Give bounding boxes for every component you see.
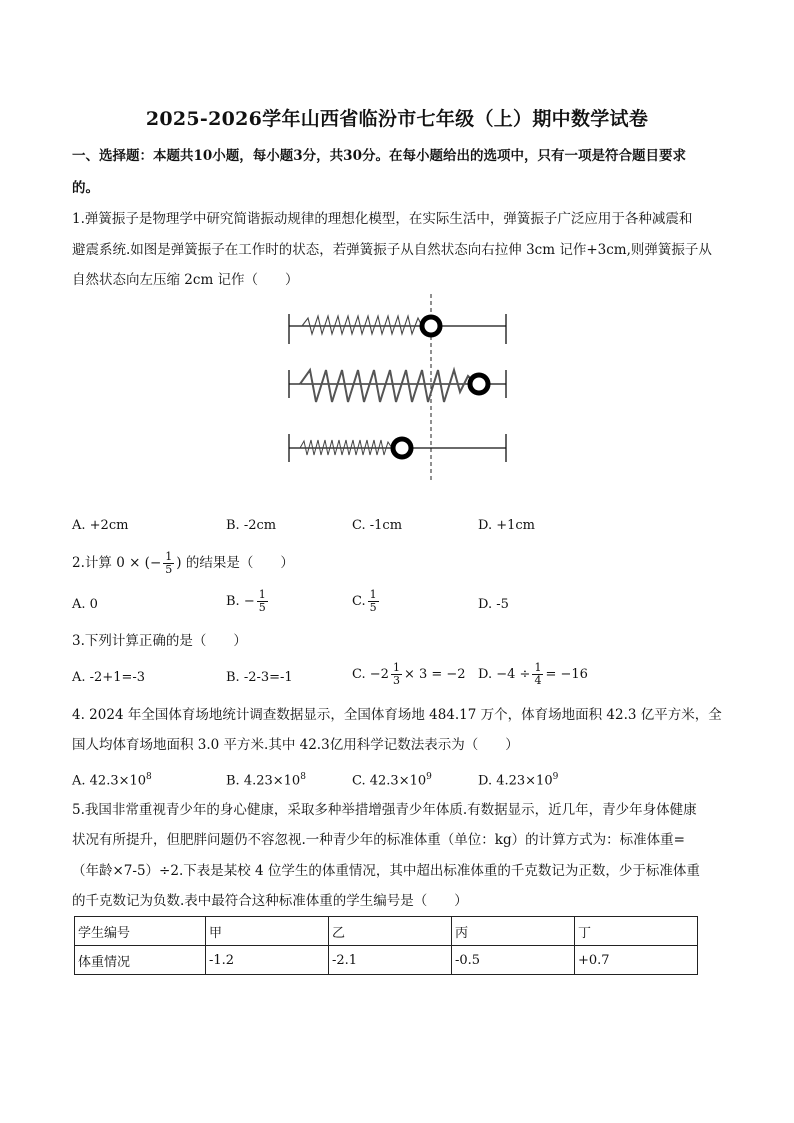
q2-expr-before: 0 × (−: [116, 555, 162, 571]
q2-option-a[interactable]: A. 0: [72, 597, 98, 612]
q3-option-c[interactable]: [352, 662, 466, 687]
spring-natural-state: [289, 314, 506, 344]
q2-stem: [72, 551, 722, 576]
q1-stem-line1: 1.弹簧振子是物理学中研究简谐振动规律的理想化模型，在实际生活中，弹簧振子广泛应用于各种减震和: [72, 211, 693, 227]
q2-option-c[interactable]: [352, 589, 381, 614]
q4-option-a-base: A. 42.3×10: [72, 773, 147, 789]
q1-stem-line2: 避震系统.如图是弹簧振子在工作时的状态，若弹簧振子从自然状态向右拉伸 3cm 记作+3cm,则弹簧振子从: [72, 242, 712, 258]
q2-option-d[interactable]: D. -5: [478, 597, 509, 612]
table-cell: +0.7: [575, 946, 698, 975]
q4-option-a[interactable]: [72, 767, 152, 791]
q2-option-b-den: 5: [258, 601, 266, 614]
table-header-cell: 丁: [575, 917, 698, 946]
table-header-row: [75, 917, 698, 946]
table-header-cell: 甲: [206, 917, 329, 946]
q4-option-c-base: C. 42.3×10: [352, 773, 427, 789]
q3-option-d-den: 4: [534, 674, 542, 687]
spring-compressed-state: [289, 434, 506, 462]
q3-option-c-den: 3: [392, 674, 400, 687]
q4-option-b[interactable]: [226, 767, 306, 791]
q4-option-a-exp: 8: [146, 772, 152, 782]
q4-option-b-exp: 8: [300, 772, 306, 782]
q3-option-d-label: D.: [478, 667, 493, 682]
q2-frac-num: 1: [165, 550, 173, 563]
table-row: [75, 946, 698, 975]
q1-option-a[interactable]: A. +2cm: [72, 518, 129, 533]
spring-stretched-state: [289, 370, 506, 402]
spring-oscillator-figure: [280, 292, 520, 487]
q3-option-c-fraction: [391, 662, 402, 687]
table-header-cell: 乙: [329, 917, 452, 946]
q1-option-b[interactable]: B. -2cm: [226, 518, 277, 533]
q4-stem-line1: 4. 2024 年全国体育场地统计调查数据显示，全国体育场地 484.17 万个，体育场地面积 42.3 亿平方米，全: [72, 707, 722, 723]
q3-option-d-head: −4 ÷: [496, 667, 531, 682]
q2-expr-after: ): [176, 555, 182, 571]
q2-option-b-label: B. −: [226, 594, 255, 609]
q1-option-d[interactable]: D. +1cm: [478, 518, 535, 533]
q5-stem-line1: 5.我国非常重视青少年的身心健康，采取多种举措增强青少年体质.有数据显示，近几年，青少年身体健康: [72, 802, 697, 818]
q3-option-c-num: 1: [392, 661, 400, 674]
q2-option-c-num: 1: [369, 588, 377, 601]
q2-prefix: 2.计算: [72, 555, 112, 571]
q2-option-c-fraction: [368, 589, 379, 614]
q3-option-c-label: C.: [352, 667, 366, 682]
q3-stem: 3.下列计算正确的是（ ）: [72, 633, 247, 649]
q3-option-d-num: 1: [534, 661, 542, 674]
q1-stem-line3: 自然状态向左压缩 2cm 记作（ ）: [72, 272, 299, 288]
page-title: 2025-2026学年山西省临汾市七年级（上）期中数学试卷: [145, 108, 649, 130]
q3-option-d[interactable]: [478, 662, 588, 687]
table-header-cell: 丙: [452, 917, 575, 946]
q2-option-c-label: C.: [352, 594, 366, 609]
q4-option-d[interactable]: [478, 767, 558, 791]
q2-option-c-den: 5: [369, 601, 377, 614]
table-cell: -0.5: [452, 946, 575, 975]
q5-stem-line4: 的千克数记为负数.表中最符合这种标准体重的学生编号是（ ）: [72, 893, 468, 909]
q3-option-c-tail: × 3 = −2: [403, 667, 466, 682]
q3-option-a[interactable]: A. -2+1=-3: [72, 670, 146, 685]
q2-fraction: [163, 551, 174, 576]
q2-suffix: 的结果是（ ）: [185, 555, 294, 571]
table-cell: -1.2: [206, 946, 329, 975]
table-cell: 体重情况: [75, 946, 206, 975]
q2-option-b-num: 1: [258, 588, 266, 601]
q4-option-b-base: B. 4.23×10: [226, 773, 301, 789]
q3-option-d-tail: = −16: [545, 667, 588, 682]
q4-option-d-base: D. 4.23×10: [478, 773, 553, 789]
q2-option-b-fraction: [257, 589, 268, 614]
q4-option-c-exp: 9: [426, 772, 432, 782]
q3-option-b[interactable]: B. -2-3=-1: [226, 670, 293, 685]
q2-option-b[interactable]: [226, 589, 270, 614]
table-header-cell: 学生编号: [75, 917, 206, 946]
section-heading-line2: 的。: [72, 180, 99, 196]
weight-table: [74, 916, 698, 975]
q4-option-c[interactable]: [352, 767, 432, 791]
q3-option-c-whole: −2: [369, 667, 389, 682]
section-heading-line1: 一、选择题：本题共10小题，每小题3分，共30分。在每小题给出的选项中，只有一项是符合题目要求: [72, 148, 686, 164]
q4-stem-line2: 国人均体育场地面积 3.0 平方米.其中 42.3亿用科学记数法表示为（ ）: [72, 737, 519, 753]
q2-frac-den: 5: [165, 563, 173, 576]
q5-stem-line3: （年龄×7-5）÷2.下表是某校 4 位学生的体重情况，其中超出标准体重的千克数记为正数，少于标准体重: [72, 863, 700, 879]
q5-stem-line2: 状况有所提升，但肥胖问题仍不容忽视.一种青少年的标准体重（单位：kg）的计算方式为：标准体重=: [72, 832, 685, 848]
q1-option-c[interactable]: C. -1cm: [352, 518, 403, 533]
q4-option-d-exp: 9: [552, 772, 559, 782]
table-cell: -2.1: [329, 946, 452, 975]
q3-option-d-fraction: [532, 662, 543, 687]
